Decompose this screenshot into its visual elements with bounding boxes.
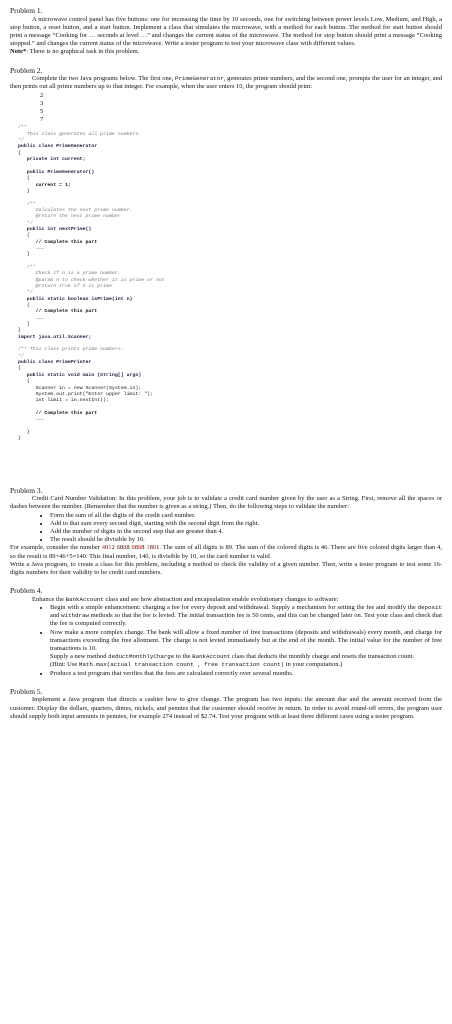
list-item: • Begin with a simple enhancement: charging a fee for every deposit and withdrawal. Supply a mechanism for setting the fee and modify the deposit and withdraw methods so that the fee is levied. The initial transaction fee is 50 cents, and this can be changed later on. Test your class and check that the fee is computed correctly. bbox=[50, 604, 442, 629]
problem-5 bbox=[10, 688, 442, 721]
code-line: @return the next prime number bbox=[18, 214, 121, 220]
code-line: } bbox=[18, 322, 30, 328]
code-line: ... bbox=[18, 315, 45, 321]
inline-code: deductMonthlyCharge bbox=[108, 653, 175, 661]
inline-code: BankAccount bbox=[65, 595, 104, 603]
code-line: System.out.print("Enter upper limit: "); bbox=[18, 391, 154, 397]
code-line: /** bbox=[18, 125, 27, 131]
list-item: • The result should be divisible by 10. bbox=[50, 536, 442, 544]
validation-steps-list bbox=[10, 512, 442, 545]
prime-value: 2 bbox=[40, 91, 44, 99]
code-line: */ bbox=[18, 138, 24, 144]
problem-4 bbox=[10, 587, 442, 678]
code-line: */ bbox=[18, 220, 33, 226]
prime-value: 3 bbox=[40, 99, 44, 107]
code-line: public PrimeGenerator() bbox=[18, 169, 95, 175]
list-item: Supply a new method deductMonthlyCharge to the BankAccount class that deducts the monthly charge and resets the transaction count. bbox=[50, 653, 415, 661]
list-item: • Now make a more complex change. The bank will allow a fixed number of free transactions (deposits and withdrawals) every month, and charge for transactions exceeding the free allotment. The charge is not levied immediately but at the end of the month. The initial value for the number of free transactions is 10. bbox=[50, 629, 442, 654]
inline-code: Math.max(actual transaction count , free transaction count) bbox=[78, 661, 285, 669]
problem-4-title: Problem 4. bbox=[10, 586, 43, 596]
list-item: • Form the sum of all the digits of the credit card number. bbox=[50, 512, 442, 520]
code-line: public class PrimePrinter bbox=[18, 360, 92, 366]
problem-5-title: Problem 5. bbox=[10, 686, 43, 696]
code-line: ... bbox=[18, 417, 45, 423]
code-line: /** bbox=[18, 201, 36, 207]
code-line: @param n to check whether it is prime or not bbox=[18, 277, 165, 283]
code-line: current = 1; bbox=[18, 182, 71, 188]
problem-5-body: Implement a Java program that directs a cashier how to give change. The program has two inputs: the amount due and the amount received from the customer. Display the dollars, quarters, dimes, nickels, and pennies that the customer should receive in return. In order to avoid round-off errors, the program user should supply both input amounts in pennies, for example 274 instead of $2.74. Test your program with at least three different cases using a tester program. bbox=[10, 696, 442, 720]
problem-2 bbox=[10, 67, 442, 443]
problem-3-task: Write a Java program, to create a class for this problem, including a method to check the validity of a given number. Then, write a tester program to test some 16-digits numbers for their validity to be credit card numbers. bbox=[10, 560, 442, 577]
code-line: { bbox=[18, 150, 21, 156]
code-line: ... bbox=[18, 245, 45, 251]
credit-card-number: 4012 8888 8888 1881 bbox=[101, 544, 160, 552]
note-label: Note* bbox=[10, 48, 27, 56]
problem-1-note bbox=[10, 48, 442, 56]
code-line: { bbox=[18, 233, 30, 239]
prime-value: 7 bbox=[40, 116, 44, 124]
problem-1-body: A microwave control panel has five buttons: one for increasing the time by 10 seconds, one for switching between power levels Low, Medium, and High, a stop button, a reset button, and a start button. Implement a class that simulates the microwave, with a method for each button. The method for start button should print a message “Cooking for … seconds at level …” and changes the current status of the microwave. The method for stop button should print a message “Cooking stopped.” and changes the current status of the microwave. Write a tester program to test your microwave class with different values. bbox=[10, 15, 442, 48]
prime-value: 5 bbox=[40, 108, 44, 116]
list-item: (Hint: Use Math.max(actual transaction count , free transaction count) in your computation.) bbox=[50, 661, 343, 669]
problem-3 bbox=[10, 487, 442, 578]
code-line: // Complete this part bbox=[18, 239, 98, 245]
code-line: Calculates the next prime number. bbox=[18, 207, 133, 213]
problem-1 bbox=[10, 7, 442, 57]
code-line: This class generates all prime numbers. bbox=[18, 131, 142, 137]
code-line: /** bbox=[18, 264, 36, 270]
code-line: public static boolean isPrime(int n) bbox=[18, 296, 133, 302]
problem-2-body: Complete the two Java programs below. The first one, PrimeGenerator, generates prime numbers, and the second one, prompts the user for an integer, and then prints out all prime numbers up to that integer. For example, when the user enters 10, the program should print: bbox=[10, 75, 443, 91]
problem-3-body: Credit Card Number Validation: In this problem, your job is to validate a credit card number given by the user as a String. First, remove all the spaces or dashes between the number. (Remember that the number is given as a string.) Then, do the following steps to validate the number: bbox=[10, 495, 442, 511]
code-line: private int current; bbox=[18, 157, 86, 163]
code-line: } bbox=[18, 328, 21, 334]
list-item: • Add to that sum every second digit, starting with the second digit from the right. bbox=[50, 520, 442, 528]
problem-3-example: For example, consider the number 4012 8888 8888 1881. The sum of all digits is 89. The sum of the colored digits is 46. There are five colored digits larger than 4, so the result is 89+46+5=140. This final number, 140, is divisible by 10, so the card number is valid. bbox=[10, 544, 443, 560]
java-code-listing bbox=[10, 125, 442, 442]
code-line: { bbox=[18, 379, 30, 385]
note-text: : There is no graphical task in this problem. bbox=[26, 48, 140, 56]
inline-code: BankAccount bbox=[192, 653, 231, 661]
code-line: } bbox=[18, 252, 30, 258]
code-line: */ bbox=[18, 290, 33, 296]
code-line: */ bbox=[18, 353, 24, 359]
list-item: • Add the number of digits in the second step that are greater than 4. bbox=[50, 528, 442, 536]
problem-1-title: Problem 1. bbox=[10, 6, 43, 15]
inline-code: PrimeGenerator bbox=[175, 75, 224, 83]
inline-code: deposit bbox=[417, 604, 442, 612]
list-item: • Produce a test program that verifies that the fees are calculated correctly over several months. bbox=[50, 670, 442, 678]
code-line: } bbox=[18, 429, 30, 435]
code-line: public static void main (String[] args) bbox=[18, 372, 142, 378]
prime-output-list bbox=[10, 92, 442, 125]
code-line: Check if n is a prime number. bbox=[18, 271, 121, 277]
code-line: { bbox=[18, 303, 30, 309]
code-line: public class PrimeGenerator bbox=[18, 144, 98, 150]
code-line: // Complete this part bbox=[18, 309, 98, 315]
code-line: import java.util.Scanner; bbox=[18, 334, 92, 340]
problem-2-title: Problem 2. bbox=[10, 65, 43, 75]
code-line: { bbox=[18, 176, 30, 182]
code-line: /** This class prints prime numbers. bbox=[18, 347, 124, 353]
code-line: int limit = in.nextInt(); bbox=[18, 398, 109, 404]
code-line: Scanner in = new Scanner(System.in); bbox=[18, 385, 142, 391]
enhancement-list bbox=[10, 604, 442, 678]
code-line: public int nextPrime() bbox=[18, 226, 92, 232]
code-line: } bbox=[18, 436, 21, 442]
problem-4-intro: Enhance the BankAccount class and see how abstraction and encapsulation enable evolutionary changes to software: bbox=[32, 595, 339, 603]
code-line: @return true if n is prime bbox=[18, 284, 112, 290]
code-line: { bbox=[18, 366, 21, 372]
code-line: // Complete this part bbox=[18, 410, 98, 416]
inline-code: withdraw bbox=[61, 612, 89, 620]
problem-3-title: Problem 3. bbox=[10, 485, 43, 495]
code-line: } bbox=[18, 188, 30, 194]
